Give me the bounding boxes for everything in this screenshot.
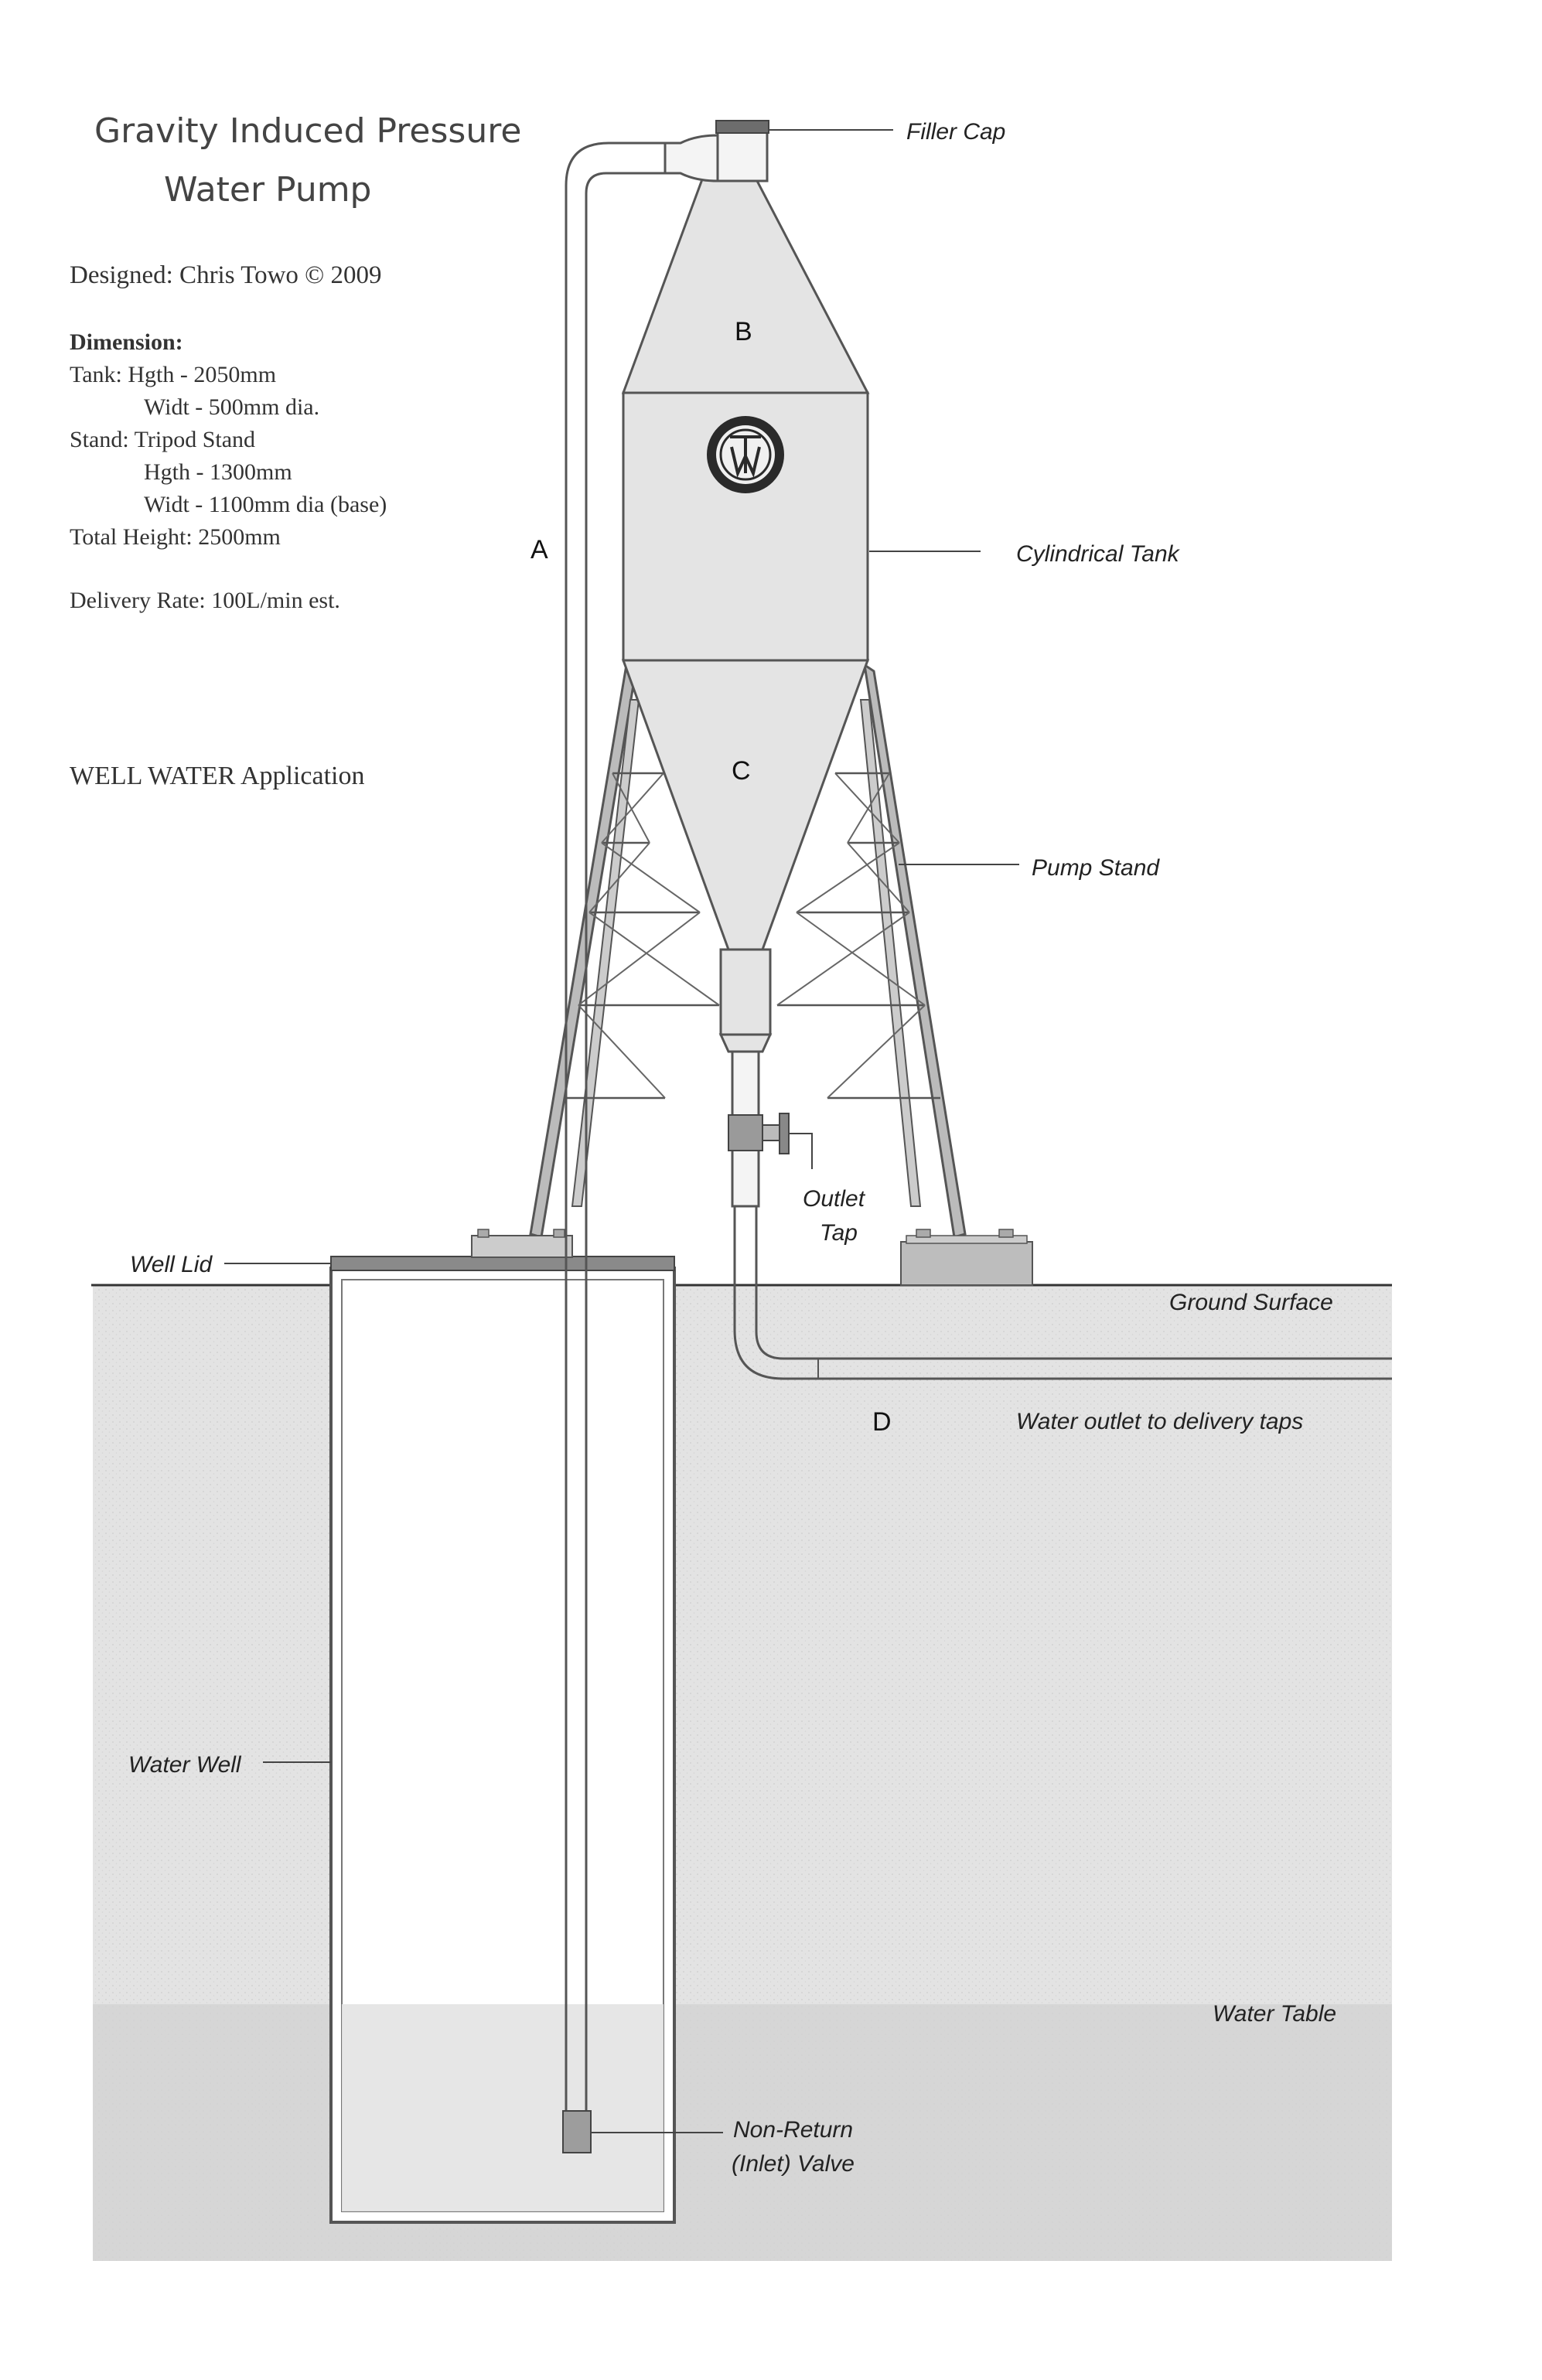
outlet-tap-label-2: Tap	[820, 1220, 858, 1246]
well-lid	[331, 1256, 674, 1270]
stand-height: Hgth - 1300mm	[144, 459, 292, 485]
tank-width: Widt - 500mm dia.	[144, 394, 320, 420]
cylindrical-tank	[623, 121, 868, 1206]
letter-a: A	[530, 535, 548, 564]
tank-height: Tank: Hgth - 2050mm	[70, 362, 277, 387]
filler-cap	[716, 121, 769, 133]
water-well-label: Water Well	[128, 1752, 241, 1778]
letter-b: B	[735, 317, 752, 346]
letter-c: C	[732, 756, 751, 786]
towo-logo	[707, 416, 784, 493]
water-table-label: Water Table	[1213, 2001, 1337, 2027]
title-line-1: Gravity Induced Pressure	[94, 111, 522, 151]
well-lid-label: Well Lid	[130, 1252, 213, 1277]
delivery-rate: Delivery Rate: 100L/min est.	[70, 588, 340, 613]
total-height: Total Height: 2500mm	[70, 524, 281, 550]
water-outlet-label: Water outlet to delivery taps	[1016, 1409, 1304, 1434]
dimension-heading: Dimension:	[70, 329, 183, 355]
stand-type: Stand: Tripod Stand	[70, 427, 256, 452]
non-return-valve	[563, 2111, 591, 2153]
pump-stand-label: Pump Stand	[1032, 855, 1160, 881]
ground-surface-label: Ground Surface	[1169, 1290, 1333, 1315]
non-return-label-1: Non-Return	[733, 2117, 854, 2143]
stand-width: Widt - 1100mm dia (base)	[144, 492, 387, 517]
outlet-tap-label-1: Outlet	[803, 1186, 865, 1212]
letter-d: D	[872, 1407, 892, 1437]
cylindrical-tank-label: Cylindrical Tank	[1016, 541, 1179, 567]
non-return-label-2: (Inlet) Valve	[732, 2151, 855, 2177]
water-well	[331, 1268, 674, 2222]
designer-credit: Designed: Chris Towo © 2009	[70, 261, 382, 289]
filler-cap-label: Filler Cap	[906, 119, 1006, 145]
title-line-2: Water Pump	[164, 170, 372, 210]
application-label: WELL WATER Application	[70, 762, 365, 790]
